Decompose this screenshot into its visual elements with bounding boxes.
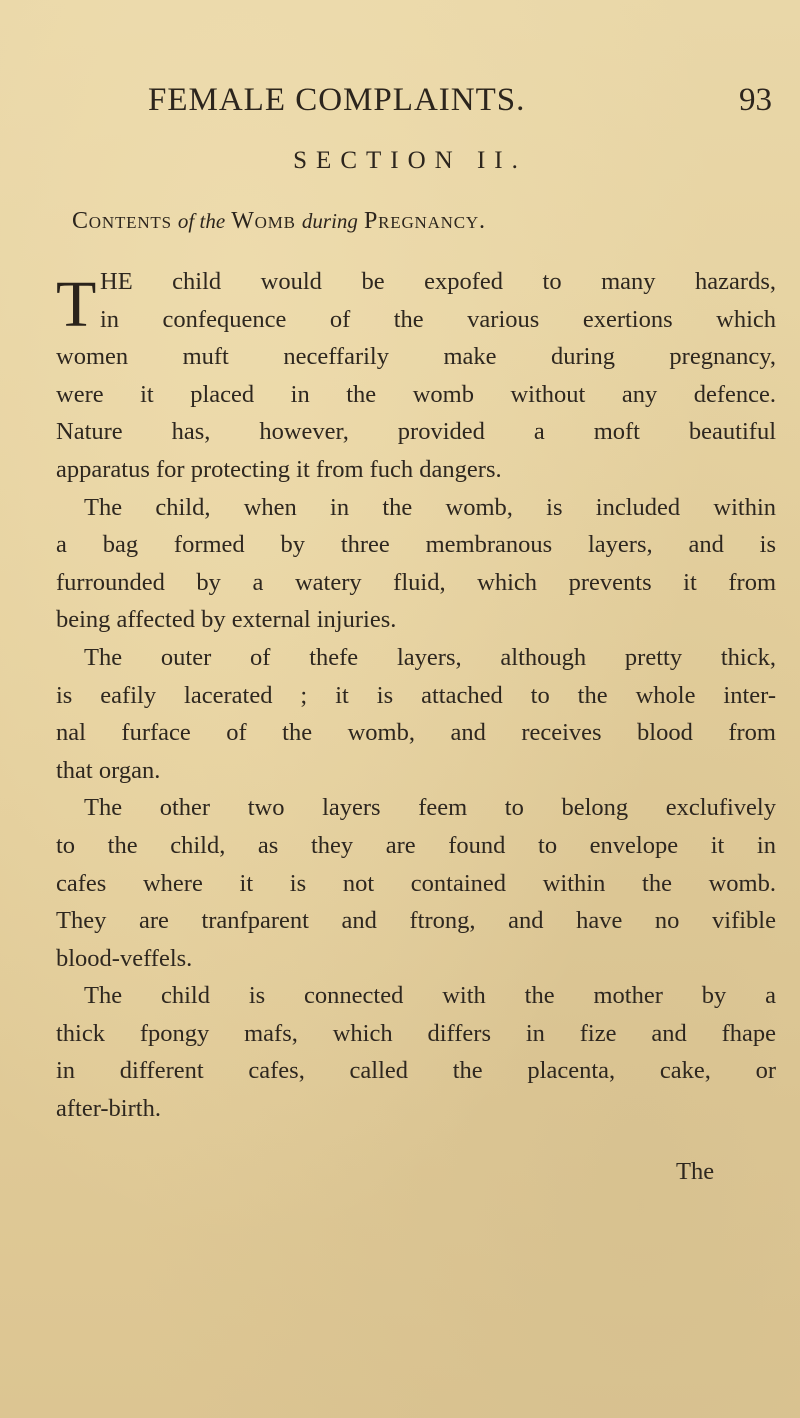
text-line: The outer of thefe layers, although pretty thick, [84,643,776,671]
text-line: nal furface of the womb, and receives blood from [56,719,776,747]
text-line: to the child, as they are found to envelope it in [56,831,776,859]
text-line: blood-veffels. [56,944,193,972]
catchword: The [676,1158,715,1185]
text-line: after-birth. [56,1095,161,1123]
text-line: is eafily lacerated ; it is attached to the whole inter- [56,681,776,709]
text-line: in different cafes, called the placenta, cake, or [56,1057,776,1085]
text-line: The child, when in the womb, is included within [84,493,776,521]
text-line: apparatus for protecting it from fuch dangers. [56,455,502,483]
paragraph-2 [56,489,776,639]
section-heading: SECTION II. [293,147,527,174]
paragraph-4 [56,789,776,977]
paragraph-5 [56,977,776,1127]
text-line: Nature has, however, provided a moft beautiful [56,418,776,446]
drop-cap: T [56,268,97,341]
text-line: were it placed in the womb without any defence. [56,380,776,408]
running-head [148,82,772,122]
text-line: HE child would be expofed to many hazards, [100,268,776,295]
page-number: 93 [739,82,772,118]
contents-during: during [301,209,358,233]
contents-word: Contents [72,208,172,234]
text-line: that organ. [56,756,161,784]
text-line: a bag formed by three membranous layers, and is [56,531,776,559]
contents-subtitle [72,208,772,235]
text-line: The child is connected with the mother by a [84,982,776,1010]
text-line: cafes where it is not contained within the womb. [56,869,776,897]
running-title: FEMALE COMPLAINTS. [148,82,526,118]
text-line: furrounded by a watery fluid, which prevents it from [56,568,776,596]
paragraph-1 [56,263,776,489]
contents-pregnancy: Pregnancy. [363,208,486,234]
contents-of-the: of the [177,209,226,233]
text-line: in confequence of the various exertions which [100,305,776,333]
text-line: being affected by external injuries. [56,606,397,634]
text-line: thick fpongy mafs, which differs in fize and fhape [56,1019,776,1047]
body-text [56,263,776,1128]
contents-womb: Womb [231,208,296,234]
text-line: The other two layers feem to belong exclufively [84,794,776,822]
text-line: women muft neceffarily make during pregnancy, [56,343,776,371]
paragraph-3 [56,639,776,789]
text-line: They are tranfparent and ftrong, and have no vifible [56,907,776,935]
